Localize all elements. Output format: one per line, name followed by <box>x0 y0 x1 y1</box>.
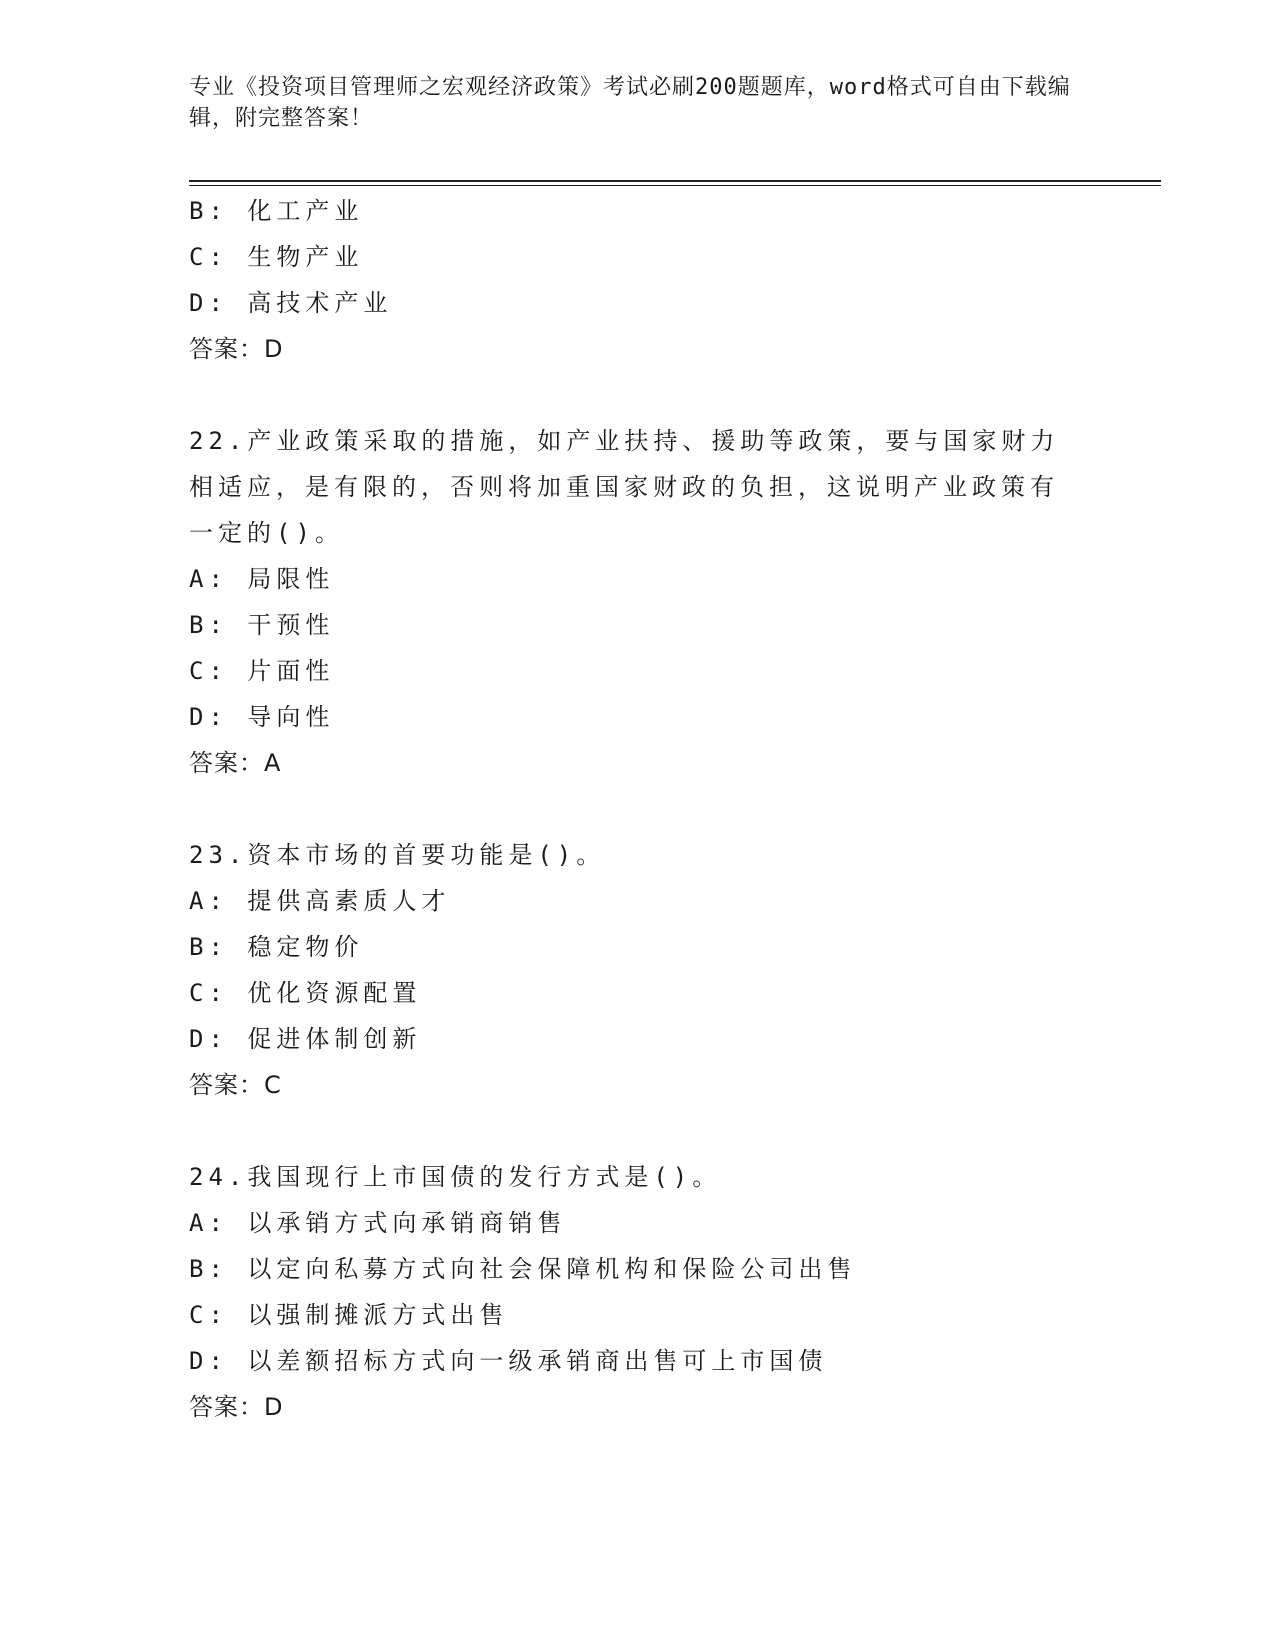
option-d: D: 以差额招标方式向一级承销商出售可上市国债 <box>189 1347 828 1375</box>
answer-line: 答案：D <box>189 1393 284 1421</box>
option-b: B: 化工产业 <box>189 197 364 225</box>
question-stem: 23.资本市场的首要功能是()。 <box>189 841 606 869</box>
header-divider <box>189 180 1161 182</box>
option-b: B: 稳定物价 <box>189 933 364 961</box>
option-a: A: 提供高素质人才 <box>189 887 451 915</box>
option-c: C: 优化资源配置 <box>189 979 422 1007</box>
spacer <box>189 372 1089 418</box>
header-note: 专业《投资项目管理师之宏观经济政策》考试必刷200题题库，word格式可自由下载编辑，附完整答案！ <box>189 75 1071 131</box>
option-d: D: 促进体制创新 <box>189 1025 422 1053</box>
question-stem: 22.产业政策采取的措施，如产业扶持、援助等政策，要与国家财力相适应，是有限的，否则将加重国家财政的负担，这说明产业政策有一定的()。 <box>189 427 1060 547</box>
answer-line: 答案：D <box>189 335 284 363</box>
answer-line: 答案：A <box>189 749 282 777</box>
spacer <box>189 786 1089 832</box>
question-block-24 <box>189 1154 1089 1430</box>
header-divider-thin <box>189 185 1161 186</box>
question-stem: 24.我国现行上市国债的发行方式是()。 <box>189 1163 722 1191</box>
spacer <box>189 1108 1089 1154</box>
option-c: C: 以强制摊派方式出售 <box>189 1301 509 1329</box>
prev-question-block <box>189 188 1089 372</box>
question-list <box>189 188 1089 1430</box>
option-b: B: 干预性 <box>189 611 335 639</box>
option-a: A: 局限性 <box>189 565 335 593</box>
option-c: C: 生物产业 <box>189 243 364 271</box>
question-block-22 <box>189 418 1089 786</box>
option-a: A: 以承销方式向承销商销售 <box>189 1209 567 1237</box>
answer-line: 答案：C <box>189 1071 282 1099</box>
option-d: D: 导向性 <box>189 703 335 731</box>
option-c: C: 片面性 <box>189 657 335 685</box>
question-block-23 <box>189 832 1089 1108</box>
option-b: B: 以定向私募方式向社会保障机构和保险公司出售 <box>189 1255 857 1283</box>
option-d: D: 高技术产业 <box>189 289 393 317</box>
